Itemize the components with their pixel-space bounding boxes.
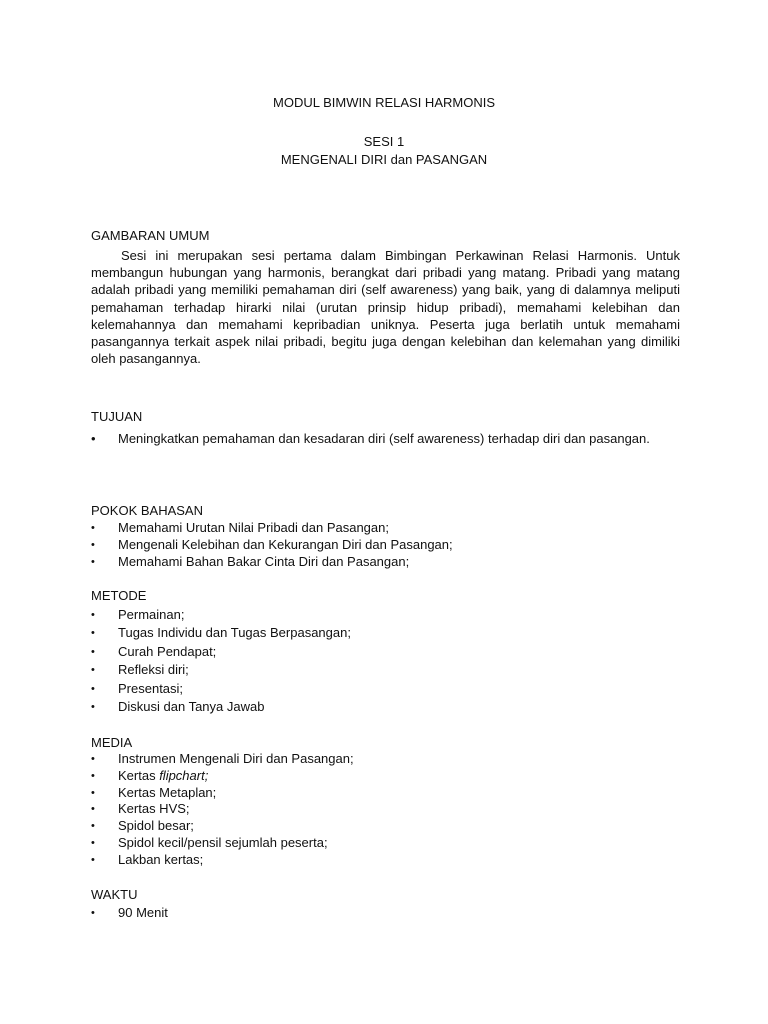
list-item-text: Mengenali Kelebihan dan Kekurangan Diri dan Pasangan; bbox=[118, 536, 453, 552]
bullet-icon: • bbox=[91, 836, 95, 849]
gambaran-umum-text: Sesi ini merupakan sesi pertama dalam Bimbingan Perkawinan Relasi Harmonis. Untuk membangun hubungan yang harmonis, berangkat dari pribadi yang matang. Pribadi yang matang adalah pribadi yang memiliki pemahaman diri (self awareness) yang baik, yang di dalamnya meliputi pemahaman terhadap hirarki nilai (urutan prinsip hidup pribadi), memahami kelebihan dan kelemahannya dan memahami kepribadian uniknya. Peserta juga berlatih untuk memahami pasangannya terkait aspek nilai pribadi, begitu juga dengan kelebihan dan kelemahan yang dimiliki oleh pasangannya. bbox=[91, 248, 680, 367]
list-item-text: Spidol besar; bbox=[118, 818, 194, 834]
bullet-icon: • bbox=[91, 538, 95, 551]
session-number: SESI 1 bbox=[363, 134, 405, 149]
tujuan-item-text: Meningkatkan pemahaman dan kesadaran diri (self awareness) terhadap diri dan pasangan. bbox=[118, 431, 650, 446]
list-item-text: Kertas bbox=[118, 767, 160, 783]
list-item bbox=[91, 852, 354, 869]
document-title: MODUL BIMWIN RELASI HARMONIS bbox=[273, 95, 495, 110]
list-item bbox=[91, 680, 351, 698]
list-item-text: Memahami Urutan Nilai Pribadi dan Pasangan; bbox=[118, 520, 389, 535]
bullet-icon: • bbox=[91, 609, 95, 621]
list-item bbox=[91, 520, 453, 537]
list-item-italic-text: flipchart; bbox=[159, 767, 209, 783]
list-item-text: Curah Pendapat; bbox=[118, 643, 217, 659]
list-item bbox=[91, 905, 168, 922]
list-item-text: Kertas HVS; bbox=[118, 801, 190, 817]
list-item bbox=[91, 751, 354, 768]
list-item bbox=[91, 624, 351, 642]
bullet-icon: • bbox=[91, 701, 95, 714]
list-item-text: Diskusi dan Tanya Jawab bbox=[118, 699, 265, 715]
list-item-text: Lakban kertas; bbox=[118, 851, 204, 867]
bullet-icon: • bbox=[91, 627, 95, 640]
waktu-list bbox=[91, 905, 168, 922]
list-item-text: Instrumen Mengenali Diri dan Pasangan; bbox=[118, 751, 354, 766]
metode-list bbox=[91, 606, 351, 716]
list-item bbox=[91, 801, 354, 818]
list-item bbox=[91, 785, 354, 802]
bullet-icon: • bbox=[91, 769, 95, 782]
list-item-text: Permainan; bbox=[118, 607, 185, 622]
bullet-icon: • bbox=[91, 803, 95, 816]
list-item-text: Refleksi diri; bbox=[118, 662, 189, 678]
gambaran-umum-paragraph bbox=[91, 247, 680, 367]
list-item bbox=[91, 606, 351, 624]
media-heading: MEDIA bbox=[91, 735, 133, 750]
bullet-icon: • bbox=[91, 431, 96, 446]
list-item bbox=[91, 554, 453, 571]
session-title: MENGENALI DIRI dan PASANGAN bbox=[280, 152, 488, 167]
list-item-text: Presentasi; bbox=[118, 680, 184, 696]
bullet-icon: • bbox=[91, 853, 95, 866]
list-item bbox=[91, 537, 453, 554]
pokok-bahasan-heading: POKOK BAHASAN bbox=[91, 503, 203, 518]
gambaran-umum-heading: GAMBARAN UMUM bbox=[91, 228, 210, 243]
list-item bbox=[91, 818, 354, 835]
list-item-text: Spidol kecil/pensil sejumlah peserta; bbox=[118, 834, 328, 850]
list-item bbox=[91, 643, 351, 661]
bullet-icon: • bbox=[91, 522, 95, 534]
list-item bbox=[91, 698, 351, 716]
metode-heading: METODE bbox=[91, 588, 147, 603]
bullet-icon: • bbox=[91, 682, 95, 695]
bullet-icon: • bbox=[91, 555, 95, 568]
bullet-icon: • bbox=[91, 820, 95, 833]
list-item-text: Tugas Individu dan Tugas Berpasangan; bbox=[118, 625, 351, 641]
list-item-text: Memahami Bahan Bakar Cinta Diri dan Pasangan; bbox=[118, 553, 410, 569]
list-item bbox=[91, 661, 351, 679]
media-list bbox=[91, 751, 354, 869]
bullet-icon: • bbox=[91, 786, 95, 799]
bullet-icon: • bbox=[91, 753, 95, 765]
tujuan-list-item bbox=[91, 430, 664, 448]
list-item bbox=[91, 835, 354, 852]
list-item-text: 90 Menit bbox=[118, 905, 168, 920]
tujuan-heading: TUJUAN bbox=[91, 409, 143, 424]
bullet-icon: • bbox=[91, 907, 95, 919]
waktu-heading: WAKTU bbox=[91, 887, 138, 902]
list-item-text: Kertas Metaplan; bbox=[118, 784, 217, 800]
list-item bbox=[91, 768, 354, 785]
bullet-icon: • bbox=[91, 664, 95, 677]
pokok-bahasan-list bbox=[91, 520, 453, 570]
bullet-icon: • bbox=[91, 645, 95, 658]
